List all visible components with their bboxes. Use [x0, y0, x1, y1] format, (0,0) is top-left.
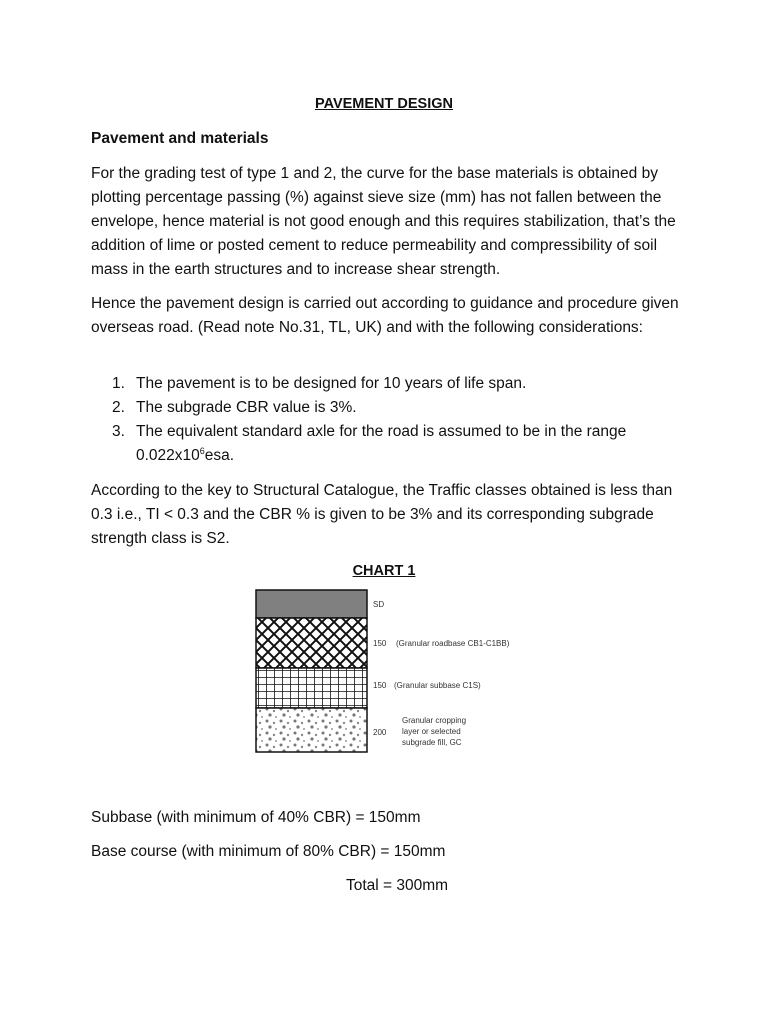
list-text-suffix: esa. — [204, 447, 235, 464]
considerations-list — [112, 372, 672, 468]
list-text: The pavement is to be designed for 10 years of life span. — [136, 375, 527, 392]
list-number: 3. — [112, 423, 125, 440]
list-superscript: 6 — [199, 445, 205, 456]
paragraph-traffic-class: According to the key to Structural Catalogue, the Traffic classes obtained is less than 0.3 i.e., TI < 0.3 and the CBR % is given to be 3% and its corresponding subgrade strength class is S2. — [91, 482, 673, 547]
list-number: 2. — [112, 399, 125, 416]
base-thickness-label: 150 — [373, 639, 387, 648]
roadbase-layer — [256, 618, 367, 668]
subbase-layer-label: (Granular subbase C1S) — [394, 681, 481, 690]
capping-label-line2: layer or selected — [402, 727, 461, 736]
list-number: 1. — [112, 375, 125, 392]
chart-title: CHART 1 — [352, 563, 416, 579]
list-text: The subgrade CBR value is 3%. — [136, 399, 357, 416]
subbase-layer — [256, 668, 367, 708]
list-item — [112, 396, 672, 420]
list-item — [112, 420, 672, 468]
subbase-thickness-line: Subbase (with minimum of 40% CBR) = 150mm — [91, 809, 421, 826]
list-item — [112, 372, 672, 396]
list-text: The equivalent standard axle for the road is assumed to be in the range 0.022x10 — [136, 423, 627, 464]
base-course-thickness-line: Base course (with minimum of 80% CBR) = 150mm — [91, 843, 446, 860]
document-title: PAVEMENT DESIGN — [314, 96, 454, 112]
surface-dressing-layer — [256, 590, 367, 618]
paragraph-grading: For the grading test of type 1 and 2, the curve for the base materials is obtained by plotting percentage passing (%) against sieve size (mm) has not fallen between the envelope, hence material is not good enough and this requires stabilization, that’s the addition of lime or posted cement to reduce permeability and compressibility of soil mass in the earth structures and to increase shear strength. — [91, 165, 676, 278]
subbase-thickness-label: 150 — [373, 681, 387, 690]
sd-label: SD — [373, 600, 385, 609]
paragraph-design-guidance: Hence the pavement design is carried out according to guidance and procedure given overseas road. (Read note No.31, TL, UK) and with the following considerations: — [91, 295, 679, 336]
base-layer-label: (Granular roadbase CB1-C1BB) — [396, 639, 510, 648]
capping-thickness-label: 200 — [373, 728, 387, 737]
capping-label-line3: subgrade fill, GC — [402, 738, 462, 747]
section-heading: Pavement and materials — [91, 130, 269, 147]
pavement-layer-diagram — [250, 586, 510, 766]
capping-layer — [256, 708, 367, 752]
capping-label-line1: Granular cropping — [402, 716, 467, 725]
total-thickness-line: Total = 300mm — [346, 877, 449, 894]
